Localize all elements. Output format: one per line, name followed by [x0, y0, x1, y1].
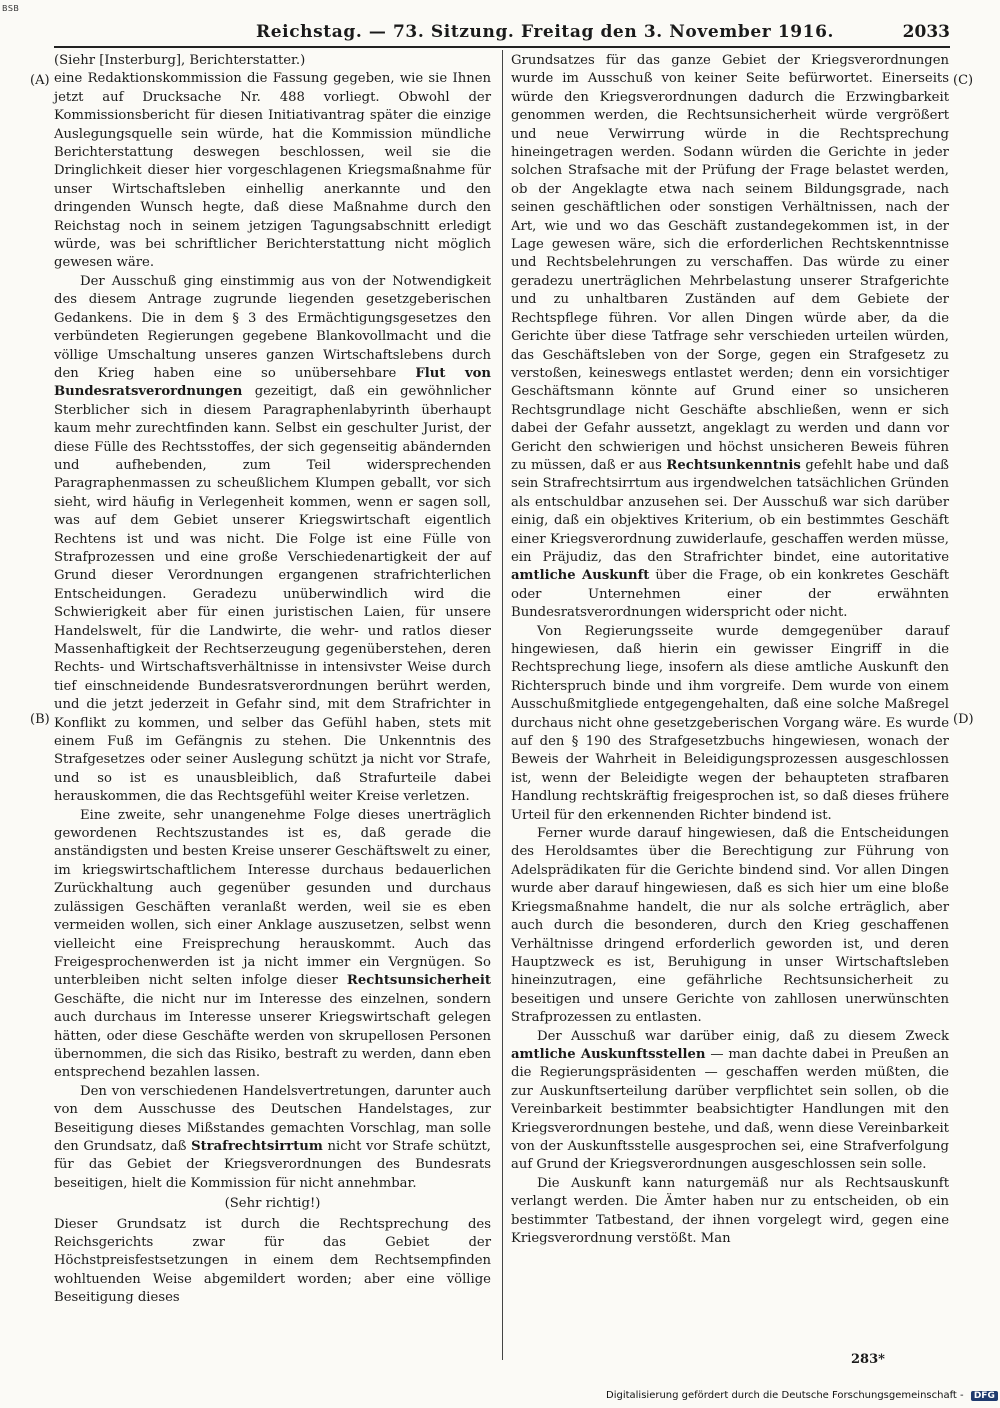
paragraph: Eine zweite, sehr unangenehme Folge dieses unerträglich gewordenen Rechtszustandes ist es, daß gerade die anständigsten und besten Kreise unserer Geschäftswelt zu einer, im kriegswirtschaftlichem Interesse durchaus bedauerlichen Zurückhaltung auch gegenüber gesunden und durchaus zulässigen Geschäften veranlaßt werden, weil sie es eben vermeiden wollen, sich einer Anklage auszusetzen, selbst wenn vielleicht eine Freisprechung herauskommt. Auch das Freigesprochenwerden ist ja nicht immer ein Vergnügen. So unterbleiben nicht selten infolge dieser Rechtsunsicherheit Geschäfte, die nicht nur im Interesse des einzelnen, sondern auch durchaus im Interesse unserer Kriegswirtschaft gelegen hätten, oder diese Geschäfte werden von skrupellosen Personen übernommen, die sich das Risiko, bestraft zu werden, dann eben entsprechend bezahlen lassen. [54, 807, 491, 1081]
paragraph: Dieser Grundsatz ist durch die Rechtsprechung des Reichsgerichts zwar für das Gebiet der Höchstpreisfestsetzungen in einem dem Rechtsempfinden wohltuenden Weise abgemildert worden; aber eine völlige Beseitigung dieses [54, 1216, 491, 1306]
header-rule [54, 46, 950, 48]
column-divider [502, 50, 503, 1360]
emphasis: amtliche Auskunftsstellen [511, 1046, 706, 1062]
emphasis: Flut von Bundesratsverordnungen [54, 365, 491, 400]
paragraph: Grundsatzes für das ganze Gebiet der Kriegsverordnungen wurde im Ausschuß von keiner Seite befürwortet. Einerseits würde den Kriegsverordnungen dadurch die Erzwingbarkeit genommen werden, die Rechtsunsicherheit würde vergrößert und neue Verwirrung würde in die Rechtsprechung hineingetragen werden. Sodann würden die Gerichte in jeder solchen Strafsache mit der Prüfung der Frage belastet werden, ob der Angeklagte etwa nach seinem Bildungsgrade, nach seinen geschäftlichen oder sonstigen Verhältnissen, nach der Art, wie und wo das Geschäft zustandegekommen ist, in der Lage gewesen wäre, sich die erforderlichen Rechtskenntnisse und Rechtsbelehrungen zu verschaffen. Das würde zu einer geradezu unerträglichen Mehrbelastung unserer Strafgerichte und zu unhaltbaren Zuständen auf dem Gebiete der Rechtspflege führen. Vor allen Dingen würde aber, da die Gerichte über diese Tatfrage sehr verschieden urteilen würden, das Geschäftsleben von der Sorge, gegen ein Strafgesetz zu verstoßen, keineswegs entlastet werden; denn ein vorsichtiger Geschäftsmann könnte auf Grund einer so unsicheren Rechtsgrundlage nicht Geschäfte abschließen, wenn er sich dabei der Gefahr aussetzt, angeklagt zu werden und dann vor Gericht den schwierigen und höchst unsicheren Beweis führen zu müssen, daß er aus Rechtsunkenntnis gefehlt habe und daß sein Strafrechtsirrtum aus irgendwelchen tatsächlichen Gründen als entschuldbar anzusehen sei. Der Ausschuß war sich darüber einig, daß ein objektives Kriterium, ob ein bestimmtes Geschäft einer Kriegsverordnung zuwiderlaufe, geschaffen werden müsse, ein Präjudiz, das den Strafrichter bindet, eine autoritative amtliche Auskunft über die Frage, ob ein konkretes Geschäft oder Unternehmen einer der erwähnten Bundesratsverordnungen widerspricht oder nicht. [511, 53, 950, 621]
right-column [511, 52, 949, 1248]
emphasis: Rechtsunsicherheit [346, 973, 491, 989]
page-title: Reichstag. — 73. Sitzung. Freitag den 3. November 1916. [256, 22, 835, 42]
margin-marker-d: (D) [953, 712, 974, 727]
footer-text: Digitalisierung gefördert durch die Deutsche Forschungsgemeinschaft - [606, 1390, 964, 1401]
digitization-footer [606, 1390, 998, 1401]
left-column [54, 52, 491, 1308]
paragraph: Von Regierungsseite wurde demgegenüber darauf hingewiesen, daß hierin ein gewisser Eingriff in die Rechtsprechung liege, insofern als diese amtliche Auskunft den Richterspruch binde und ihm vorgreife. Dem wurde von einem Ausschußmitgliede entgegengehalten, daß eine solche Maßregel durchaus nicht ohne gesetzgeberischen Vorgang wäre. Es wurde auf den § 190 des Strafgesetzbuchs hingewiesen, wonach der Beweis der Wahrheit in Beleidigungsprozessen ausgeschlossen ist, wenn der Beleidigte wegen der behaupteten strafbaren Handlung rechtskräftig freigesprochen ist, so daß dieses frühere Urteil für den erkennenden Richter bindend ist. [511, 623, 949, 823]
paragraph: Der Ausschuß war darüber einig, daß zu diesem Zweck amtliche Auskunftsstellen — man dachte dabei in Preußen an die Regierungspräsidenten — geschaffen werden müßten, die zur Auskunftserteilung darüber verpflichtet sein sollen, ob die Vereinbarkeit bestimmter beabsichtigter Handlungen mit den Kriegsverordnungen bestehe, und daß, wenn diese Vereinbarkeit von der Auskunftsstelle ausgesprochen sei, eine Strafverfolgung auf Grund der Kriegsverordnungen ausgeschlossen sein solle. [511, 1028, 950, 1173]
emphasis: amtliche Auskunft [511, 568, 650, 584]
paragraph: Der Ausschuß ging einstimmig aus von der Notwendigkeit des diesem Antrage zugrunde liegenden gesetzgeberischen Gedankens. Die in dem § 3 des Ermächtigungsgesetzes den verbündeten Regierungen gegebene Blankovollmacht und die völlige Umschaltung unseres ganzen Wirtschaftslebens durch den Krieg haben eine so unübersehbare Flut von Bundesratsverordnungen gezeitigt, daß ein gewöhnlicher Sterblicher sich in diesem Paragraphenlabyrinth überhaupt kaum mehr zurechtfinden kann. Selbst ein geschulter Jurist, der diese Fülle des Rechtsstoffes, der sich gegenseitig abändernden und aufhebenden, zum Teil widersprechenden Paragraphenmassen zu scheußlichem Klumpen geballt, vor sich sieht, wird häufig in Verlegenheit kommen, wenn er sagen soll, was auf dem Gebiet unserer Kriegswirtschaft eigentlich Rechtens ist und was nicht. Die Folge ist eine Fülle von Strafprozessen und eine große Verschiedenartigkeit der auf Grund dieser Verordnungen ergangenen strafrichterlichen Entscheidungen. Geradezu unüberwindlich wird die Schwierigkeit aber für einen juristischen Laien, für unsere Handelswelt, für die Landwirte, die wehr- und ratlos dieser Massenhaftigkeit der Rechtserzeugung gegenüberstehen, deren Rechts- und Wirtschaftsverhältnisse in intensivster Weise durch tief einschneidende Bundesratsverordnungen berührt werden, und die jetzt jederzeit in Gefahr sind, mit dem Strafrichter in Konflikt zu kommen, und selber das Gefühl haben, stets mit einem Fuß im Gefängnis zu stehen. Die Unkenntnis des Strafgesetzes oder seiner Auslegung schützt ja nicht vor Strafe, und so ist es unausbleiblich, daß Strafurteile dabei herauskommen, die das Rechtsgefühl weiter Kreise verletzen. [54, 273, 491, 805]
signature-mark: 283* [851, 1352, 885, 1367]
paragraph: eine Redaktionskommission die Fassung gegeben, wie sie Ihnen jetzt auf Drucksache Nr. 488 vorliegt. Obwohl der Kommissionsbericht für diesen Initiativantrag später die einzige Auslegungsquelle sein würde, hat die Kommission mündliche Berichterstattung deswegen beschlossen, weil sie die Dringlichkeit dieser hier vorgeschlagenen Kriegsmaßnahme für unser Wirtschaftsleben einhellig anerkannte und den dringenden Wunsch hegte, daß diese Maßnahme durch den Reichstag noch in seinem jetzigen Tagungsabschnitt erledigt würde, was bei schriftlicher Berichterstattung nicht möglich gewesen wäre. [54, 71, 491, 271]
speaker-line: (Siehr [Insterburg], Berichterstatter.) [54, 53, 306, 68]
margin-marker-a: (A) [30, 73, 50, 88]
paragraph: Ferner wurde darauf hingewiesen, daß die Entscheidungen des Heroldsamtes über die Berechtigung zur Führung von Adelsprädikaten für die Gerichte bindend sind. Vor allen Dingen wurde aber darauf hingewiesen, daß es sich hier um eine bloße Kriegsmaßnahme handelt, die nur als solche erträglich, aber auch durch die besonderen, durch den Krieg geschaffenen Verhältnisse dringend erforderlich geworden ist, und deren Hauptzweck es ist, Beruhigung in unser Wirtschaftsleben hineinzutragen, eine gefährliche Rechtsunsicherheit zu beseitigen und unsere Gerichte von zahllosen unerwünschten Strafprozessen zu entlasten. [511, 826, 949, 1026]
emphasis: Strafrechtsirrtum [191, 1138, 323, 1154]
library-stamp: BSB [2, 4, 20, 13]
paragraph: Die Auskunft kann naturgemäß nur als Rechtsauskunft verlangt werden. Die Ämter haben nur zu entscheiden, ob ein bestimmter Tatbestand, der ihnen vorgelegt wird, gegen eine Kriegsverordnung verstößt. Man [511, 1175, 949, 1246]
margin-marker-b: (B) [30, 712, 50, 727]
interjection: (Sehr richtig!) [224, 1196, 321, 1212]
page-number: 2033 [902, 22, 950, 42]
page-header [56, 22, 950, 44]
dfg-logo: DFG [971, 1391, 998, 1401]
emphasis: Rechtsunkenntnis [666, 457, 801, 473]
margin-marker-c: (C) [953, 73, 974, 88]
paragraph: Den von verschiedenen Handelsvertretungen, darunter auch von dem Ausschusse des Deutschen Handelstages, zur Beseitigung dieses Mißstandes gemachten Vorschlag, man solle den Grundsatz, daß Strafrechtsirrtum nicht vor Strafe schützt, für das Gebiet der Kriegsverordnungen des Bundesrats beseitigen, hielt die Kommission für nicht annehmbar. [54, 1083, 491, 1191]
